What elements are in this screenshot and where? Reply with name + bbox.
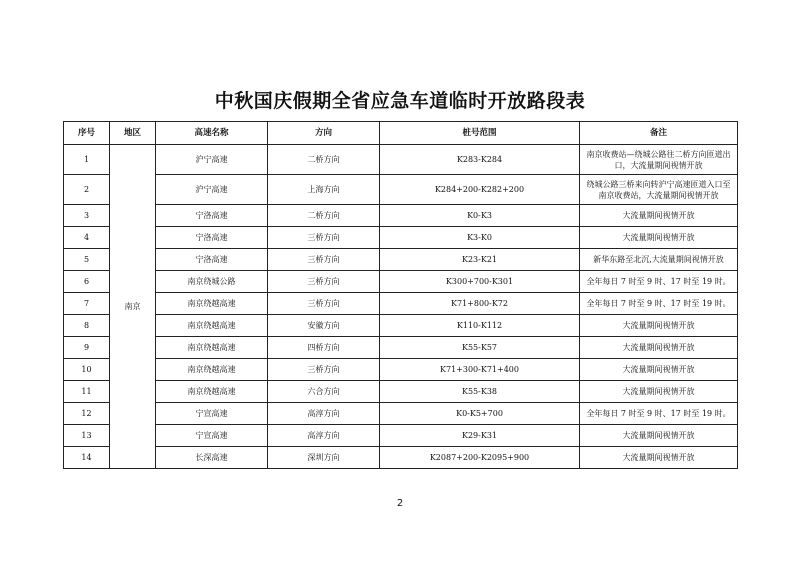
table-row <box>64 227 738 249</box>
row-index: 7 <box>64 293 110 315</box>
header-range: 桩号范围 <box>380 122 580 145</box>
row-remark: 全年每日 7 时至 9 时、17 时至 19 时。 <box>580 403 738 425</box>
row-range: K283-K284 <box>380 145 580 175</box>
table-row <box>64 425 738 447</box>
table-row <box>64 293 738 315</box>
table-row <box>64 145 738 175</box>
row-direction: 三桥方向 <box>268 293 380 315</box>
row-range: K2087+200-K2095+900 <box>380 447 580 469</box>
row-index: 5 <box>64 249 110 271</box>
row-direction: 三桥方向 <box>268 359 380 381</box>
row-highway: 南京绕越高速 <box>156 337 268 359</box>
row-index: 8 <box>64 315 110 337</box>
row-remark: 绕城公路三桥来向转沪宁高速匝道入口至南京收费站，大流量期间视情开放 <box>580 175 738 205</box>
row-range: K300+700-K301 <box>380 271 580 293</box>
row-remark: 全年每日 7 时至 9 时、17 时至 19 时。 <box>580 293 738 315</box>
region-cell: 南京 <box>110 145 156 469</box>
row-range: K29-K31 <box>380 425 580 447</box>
row-highway: 南京绕越高速 <box>156 315 268 337</box>
row-highway: 南京绕越高速 <box>156 381 268 403</box>
row-highway: 南京绕越高速 <box>156 359 268 381</box>
row-direction: 上海方向 <box>268 175 380 205</box>
row-index: 4 <box>64 227 110 249</box>
row-remark: 全年每日 7 时至 9 时、17 时至 19 时。 <box>580 271 738 293</box>
table-row <box>64 447 738 469</box>
row-highway: 长深高速 <box>156 447 268 469</box>
row-range: K0-K3 <box>380 205 580 227</box>
row-index: 12 <box>64 403 110 425</box>
row-direction: 四桥方向 <box>268 337 380 359</box>
table-header-row <box>64 122 738 145</box>
row-direction: 三桥方向 <box>268 271 380 293</box>
row-index: 14 <box>64 447 110 469</box>
row-range: K284+200-K282+200 <box>380 175 580 205</box>
row-index: 3 <box>64 205 110 227</box>
table-row <box>64 175 738 205</box>
row-index: 11 <box>64 381 110 403</box>
row-highway: 宁宣高速 <box>156 403 268 425</box>
row-direction: 六合方向 <box>268 381 380 403</box>
row-index: 13 <box>64 425 110 447</box>
row-range: K3-K0 <box>380 227 580 249</box>
row-index: 9 <box>64 337 110 359</box>
row-direction: 深圳方向 <box>268 447 380 469</box>
row-direction: 安徽方向 <box>268 315 380 337</box>
header-direction: 方向 <box>268 122 380 145</box>
row-range: K0-K5+700 <box>380 403 580 425</box>
row-remark: 大流量期间视情开放 <box>580 359 738 381</box>
document-title: 中秋国庆假期全省应急车道临时开放路段表 <box>214 90 586 112</box>
row-direction: 高淳方向 <box>268 403 380 425</box>
row-range: K71+800-K72 <box>380 293 580 315</box>
row-remark: 大流量期间视情开放 <box>580 337 738 359</box>
row-index: 2 <box>64 175 110 205</box>
page-number: 2 <box>396 498 404 509</box>
row-index: 10 <box>64 359 110 381</box>
row-highway: 宁洛高速 <box>156 249 268 271</box>
table-row <box>64 381 738 403</box>
row-remark: 大流量期间视情开放 <box>580 315 738 337</box>
row-highway: 宁宣高速 <box>156 425 268 447</box>
table-row <box>64 337 738 359</box>
row-remark: 南京收费站—绕城公路往二桥方向匝道出口，大流量期间视情开放 <box>580 145 738 175</box>
header-index: 序号 <box>64 122 110 145</box>
row-direction: 三桥方向 <box>268 227 380 249</box>
table-row <box>64 271 738 293</box>
row-range: K55-K38 <box>380 381 580 403</box>
row-range: K71+300-K71+400 <box>380 359 580 381</box>
row-remark: 大流量期间视情开放 <box>580 381 738 403</box>
row-range: K23-K21 <box>380 249 580 271</box>
table-row <box>64 249 738 271</box>
row-remark: 大流量期间视情开放 <box>580 447 738 469</box>
table-row <box>64 315 738 337</box>
row-highway: 宁洛高速 <box>156 205 268 227</box>
row-index: 6 <box>64 271 110 293</box>
table-row <box>64 205 738 227</box>
row-direction: 二桥方向 <box>268 145 380 175</box>
header-remark: 备注 <box>580 122 738 145</box>
row-direction: 高淳方向 <box>268 425 380 447</box>
header-region: 地区 <box>110 122 156 145</box>
row-highway: 南京绕城公路 <box>156 271 268 293</box>
row-direction: 二桥方向 <box>268 205 380 227</box>
row-remark: 新华东路至北沉,大流量期间视情开放 <box>580 249 738 271</box>
table-row <box>64 359 738 381</box>
row-range: K55-K57 <box>380 337 580 359</box>
table-row <box>64 403 738 425</box>
row-remark: 大流量期间视情开放 <box>580 425 738 447</box>
row-remark: 大流量期间视情开放 <box>580 227 738 249</box>
row-highway: 南京绕越高速 <box>156 293 268 315</box>
row-direction: 三桥方向 <box>268 249 380 271</box>
row-index: 1 <box>64 145 110 175</box>
row-highway: 沪宁高速 <box>156 145 268 175</box>
road-sections-table <box>63 121 738 469</box>
row-range: K110-K112 <box>380 315 580 337</box>
row-highway: 沪宁高速 <box>156 175 268 205</box>
header-highway: 高速名称 <box>156 122 268 145</box>
row-remark: 大流量期间视情开放 <box>580 205 738 227</box>
row-highway: 宁洛高速 <box>156 227 268 249</box>
